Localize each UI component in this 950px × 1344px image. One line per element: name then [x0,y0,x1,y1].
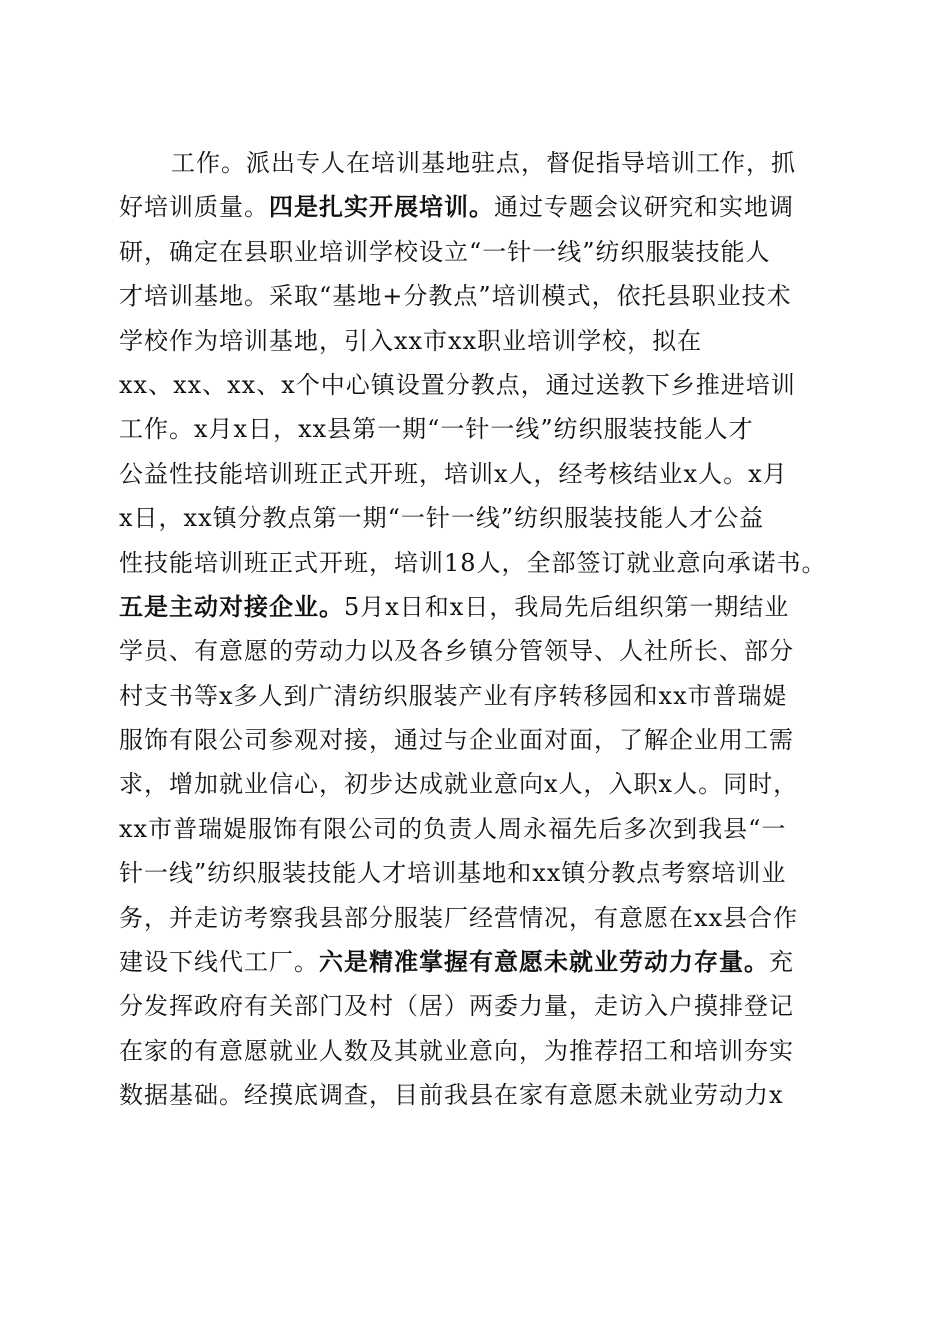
text-line [119,585,839,629]
body-text [119,141,839,1118]
text-line [119,984,839,1028]
text-segment: 服饰有限公司参观对接，通过与企业面对面，了解企业用工需 [119,726,794,755]
text-line [119,718,839,762]
text-segment: 好培训质量。 [119,193,269,222]
text-segment: 才培训基地。采取“基地+分教点”培训模式，依托县职业技术 [119,282,792,311]
text-line [119,940,839,984]
text-line [119,674,839,718]
text-line [119,185,839,229]
bold-heading-segment: 六是精准掌握有意愿未就业劳动力存量。 [319,948,769,977]
text-segment: 研，确定在县职业培训学校设立“一针一线”纺织服装技能人 [119,237,771,266]
text-line [119,452,839,496]
text-line [119,319,839,363]
text-line [119,496,839,540]
text-line [119,896,839,940]
text-segment: 学员、有意愿的劳动力以及各乡镇分管领导、人社所长、部分 [119,637,794,666]
text-line [119,1029,839,1073]
text-segment: 村支书等x多人到广清纺织服装产业有序转移园和xx市普瑞媞 [119,681,788,710]
text-line [119,274,839,318]
text-line [119,541,839,585]
text-segment: 5月x日和x日，我局先后组织第一期结业 [344,592,790,621]
text-segment: 工作。x月x日，xx县第一期“一针一线”纺织服装技能人才 [119,415,754,444]
text-segment: 公益性技能培训班正式开班，培训x人，经考核结业x人。x月 [119,459,788,488]
text-segment: 工作。派出专人在培训基地驻点，督促指导培训工作，抓 [171,149,796,177]
text-line [119,1073,839,1117]
text-line [119,363,839,407]
text-segment: 充 [769,948,794,977]
text-segment: 建设下线代工厂。 [119,948,319,977]
text-segment: 分发挥政府有关部门及村（居）两委力量，走访入户摸排登记 [119,992,794,1021]
bold-heading-segment: 五是主动对接企业。 [119,592,344,621]
text-segment: 性技能培训班正式开班，培训18人，全部签订就业意向承诺书。 [119,548,827,577]
text-line [119,762,839,806]
text-segment: 在家的有意愿就业人数及其就业意向，为推荐招工和培训夯实 [119,1036,794,1065]
text-segment: x日，xx镇分教点第一期“一针一线”纺织服装技能人才公益 [119,504,765,533]
text-segment: xx市普瑞媞服饰有限公司的负责人周永福先后多次到我县“一 [119,814,787,843]
text-segment: 求，增加就业信心，初步达成就业意向x人，入职x人。同时， [119,770,799,799]
text-line [119,141,839,185]
text-segment: 针一线”纺织服装技能人才培训基地和xx镇分教点考察培训业 [119,859,787,888]
text-line [119,807,839,851]
text-line [119,407,839,451]
text-segment: xx、xx、xx、x个中心镇设置分教点，通过送教下乡推进培训 [119,370,796,399]
bold-heading-segment: 四是扎实开展培训。 [269,193,494,222]
text-segment: 通过专题会议研究和实地调 [494,193,794,222]
text-line [119,851,839,895]
text-segment: 数据基础。经摸底调查，目前我县在家有意愿未就业劳动力x [119,1081,784,1110]
text-line [119,230,839,274]
text-line [119,629,839,673]
text-segment: 务，并走访考察我县部分服装厂经营情况，有意愿在xx县合作 [119,903,799,932]
text-segment: 学校作为培训基地，引入xx市xx职业培训学校，拟在 [119,326,703,355]
